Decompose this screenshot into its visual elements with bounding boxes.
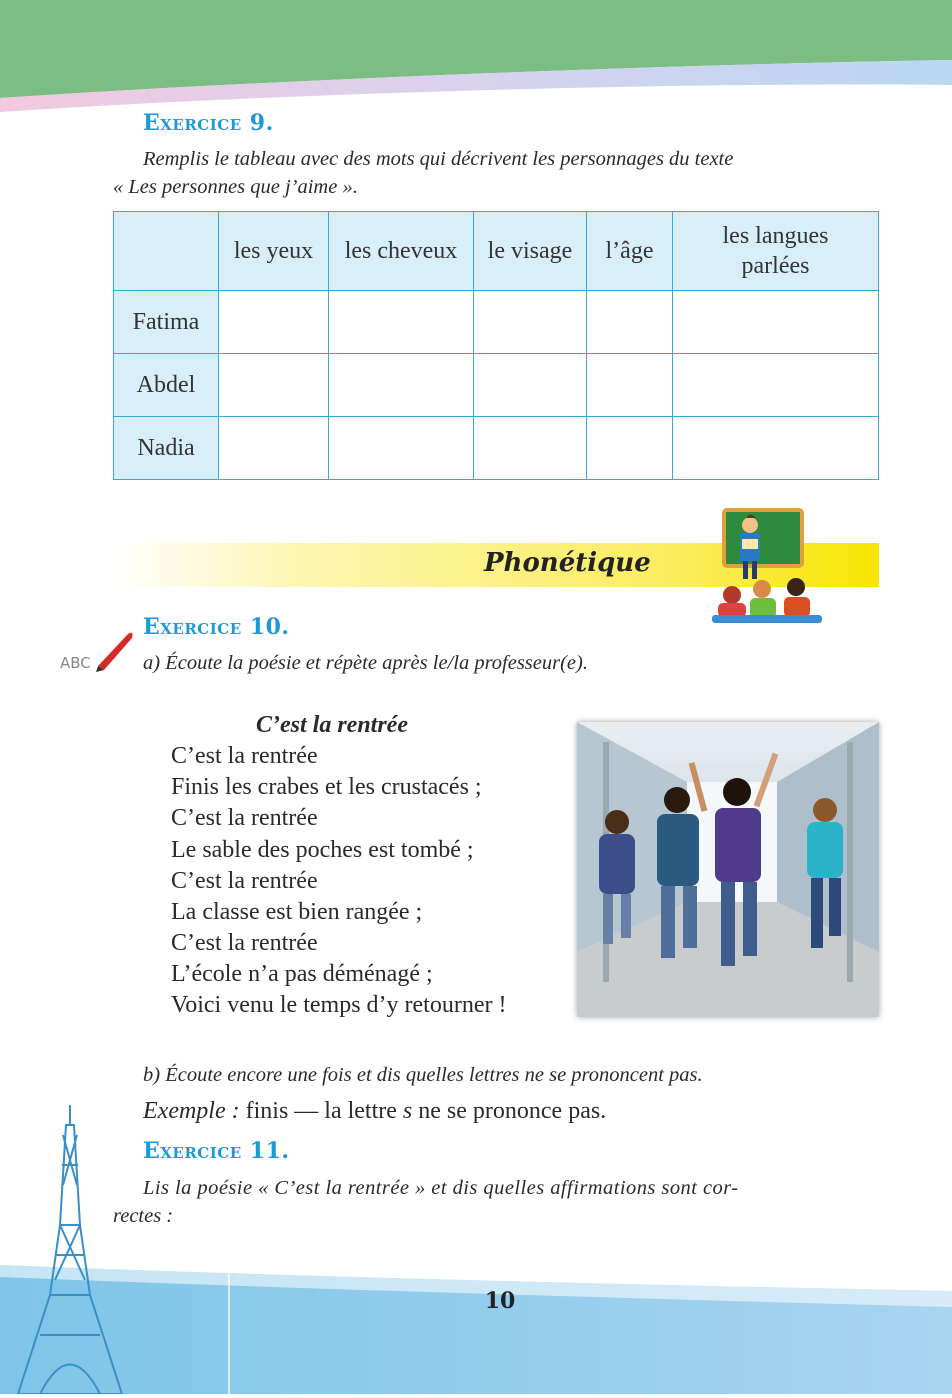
table-cell[interactable] [587,354,673,417]
table-header-line: les langues [722,223,829,249]
exercise-10-part-b: b) Écoute encore une fois et dis quelles lettres ne se prononcent pas. [143,1064,703,1086]
eiffel-tower-icon [10,1105,130,1394]
table-cell[interactable] [587,291,673,354]
abc-pen-icon [58,628,138,674]
poem-line: C’est la rentrée [171,868,318,894]
table-cell[interactable] [329,417,474,480]
classroom-illustration [712,505,828,625]
example-label: Exemple : [143,1098,240,1124]
poem-line: L’école n’a pas déménagé ; [171,961,433,987]
table-row-label: Nadia [114,417,219,480]
table-cell[interactable] [673,354,879,417]
table-cell[interactable] [219,417,329,480]
table-header-cell: les cheveux [329,212,474,291]
example-line [143,1098,606,1125]
page-number: 10 [484,1288,516,1314]
exercise-11-instruction-cont: rectes : [113,1205,174,1227]
poem-title: C’est la rentrée [256,712,408,738]
exercise-11-title: Exercice 11. [143,1138,290,1164]
table-header-cell: le visage [474,212,587,291]
table-cell[interactable] [219,354,329,417]
children-running-photo [577,722,879,1017]
exercise-10-title: Exercice 10. [143,614,290,640]
poem-line: Finis les crabes et les crustacés ; [171,774,482,800]
top-banner [0,0,952,115]
table-header-cell: les yeux [219,212,329,291]
exercise-10-part-a: a) Écoute la poésie et répète après le/la professeur(e). [143,652,588,674]
table-cell[interactable] [587,417,673,480]
description-table [113,211,879,480]
table-cell[interactable] [474,291,587,354]
poem-line: La classe est bien rangée ; [171,899,423,925]
exercise-11-instruction: Lis la poésie « C’est la rentrée » et dis quelles affirmations sont cor- [143,1177,739,1199]
table-row [114,354,879,417]
table-cell[interactable] [219,291,329,354]
example-text: finis — la lettre [239,1098,403,1124]
poem-line: Le sable des poches est tombé ; [171,837,474,863]
table-row [114,291,879,354]
exercise-9-instruction: Remplis le tableau avec des mots qui décrivent les personnages du texte [143,148,734,170]
table-row [114,417,879,480]
table-row-label: Abdel [114,354,219,417]
poem-line: C’est la rentrée [171,743,318,769]
table-cell[interactable] [329,354,474,417]
poem-line: C’est la rentrée [171,930,318,956]
table-cell[interactable] [474,354,587,417]
table-header-empty [114,212,219,291]
poem-line: Voici venu le temps d’y retourner ! [171,992,507,1018]
bottom-banner [0,1255,952,1394]
phonetique-title: Phonétique [484,548,651,578]
table-header-cell [673,212,879,291]
table-cell[interactable] [673,291,879,354]
example-text: ne se prononce pas. [412,1098,607,1124]
abc-label: ABC [60,654,91,672]
exercise-9-title: Exercice 9. [143,110,274,136]
table-header-row [114,212,879,291]
table-cell[interactable] [329,291,474,354]
table-cell[interactable] [474,417,587,480]
table-cell[interactable] [673,417,879,480]
example-letter: s [402,1098,413,1124]
table-row-label: Fatima [114,291,219,354]
table-header-line: parlées [741,253,810,279]
table-header-cell: l’âge [587,212,673,291]
poem-line: C’est la rentrée [171,805,318,831]
exercise-9-instruction-cont: « Les personnes que j’aime ». [113,176,358,198]
